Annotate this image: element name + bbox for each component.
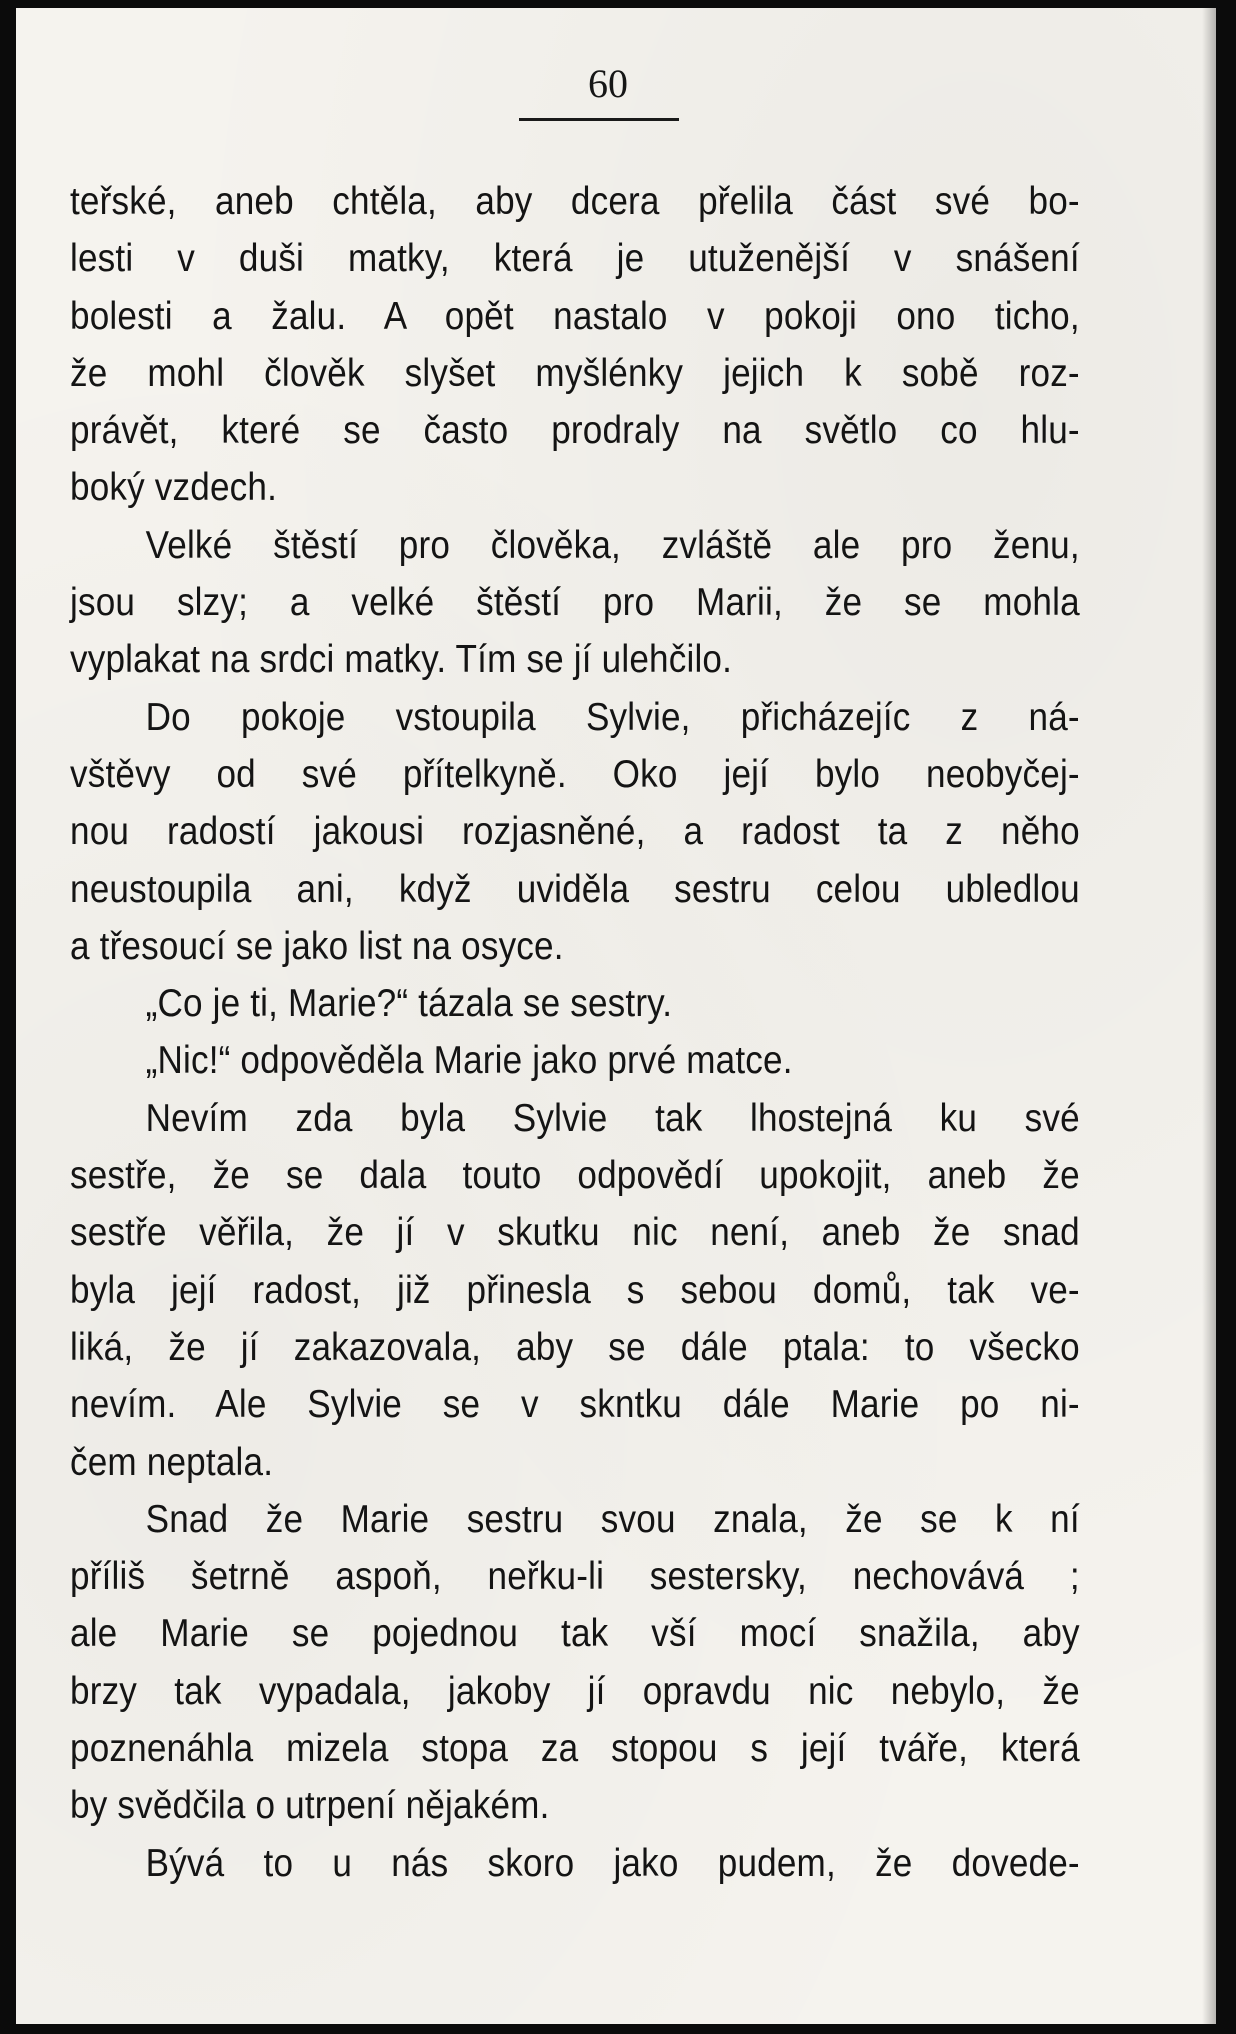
header-rule bbox=[519, 118, 679, 121]
page-edge-shadow bbox=[1202, 8, 1216, 2024]
text-line: Snad že Marie sestru svou znala, že se k ní bbox=[145, 1497, 1080, 1541]
text-line: jsou slzy; a velké štěstí pro Marii, že se mohla bbox=[70, 581, 1080, 625]
book-page bbox=[16, 8, 1216, 2024]
text-line: sestře věřila, že jí v skutku nic není, aneb že snad bbox=[70, 1211, 1080, 1255]
text-line: teřské, aneb chtěla, aby dcera přelila část své bo- bbox=[70, 180, 1080, 223]
text-line: bolesti a žalu. A opět nastalo v pokoji ono ticho, bbox=[70, 294, 1080, 338]
text-line: Do pokoje vstoupila Sylvie, přicházejíc z ná- bbox=[145, 695, 1080, 739]
text-line: a třesoucí se jako list na osyce. bbox=[70, 924, 564, 968]
text-line: nou radostí jakousi rozjasněné, a radost ta z něho bbox=[70, 810, 1080, 854]
text-line: Nevím zda byla Sylvie tak lhostejná ku své bbox=[145, 1096, 1080, 1140]
text-line: neustoupila ani, když uviděla sestru celou ubledlou bbox=[70, 867, 1080, 911]
body-text bbox=[70, 173, 1080, 1892]
text-line: vyplakat na srdci matky. Tím se jí ulehčilo. bbox=[70, 638, 733, 682]
text-line: liká, že jí zakazovala, aby se dále ptala: to všecko bbox=[70, 1325, 1080, 1369]
text-line: brzy tak vypadala, jakoby jí opravdu nic nebylo, že bbox=[70, 1669, 1080, 1713]
text-line: právět, které se často prodraly na světlo co hlu- bbox=[70, 409, 1080, 453]
text-line: lesti v duši matky, která je utuženější v snášení bbox=[70, 237, 1080, 281]
text-line: že mohl člověk slyšet myšlénky jejich k sobě roz- bbox=[70, 351, 1080, 395]
text-line: nevím. Ale Sylvie se v skntku dále Marie po ni- bbox=[70, 1383, 1080, 1427]
page-number-text: 60 bbox=[588, 61, 628, 106]
text-line: příliš šetrně aspoň, neřku-li sestersky, nechovává ; bbox=[70, 1555, 1080, 1599]
text-line: Bývá to u nás skoro jako pudem, že dovede- bbox=[145, 1841, 1080, 1885]
text-line: byla její radost, již přinesla s sebou domů, tak ve- bbox=[70, 1268, 1080, 1312]
text-line: čem neptala. bbox=[70, 1440, 274, 1484]
text-line: poznenáhla mizela stopa za stopou s její tváře, která bbox=[70, 1727, 1080, 1771]
text-line: vštěvy od své přítelkyně. Oko její bylo neobyčej- bbox=[70, 752, 1080, 796]
page-number bbox=[16, 60, 1216, 107]
text-line: ale Marie se pojednou tak vší mocí snažila, aby bbox=[70, 1612, 1080, 1656]
text-line: sestře, že se dala touto odpovědí upokojit, aneb že bbox=[70, 1154, 1080, 1198]
text-line: „Co je ti, Marie?“ tázala se sestry. bbox=[145, 982, 673, 1026]
text-line: Velké štěstí pro člověka, zvláště ale pro ženu, bbox=[145, 523, 1080, 567]
text-line: boký vzdech. bbox=[70, 466, 278, 510]
text-line: „Nic!“ odpověděla Marie jako prvé matce. bbox=[145, 1039, 793, 1083]
text-line: by svědčila o utrpení nějakém. bbox=[70, 1784, 550, 1828]
